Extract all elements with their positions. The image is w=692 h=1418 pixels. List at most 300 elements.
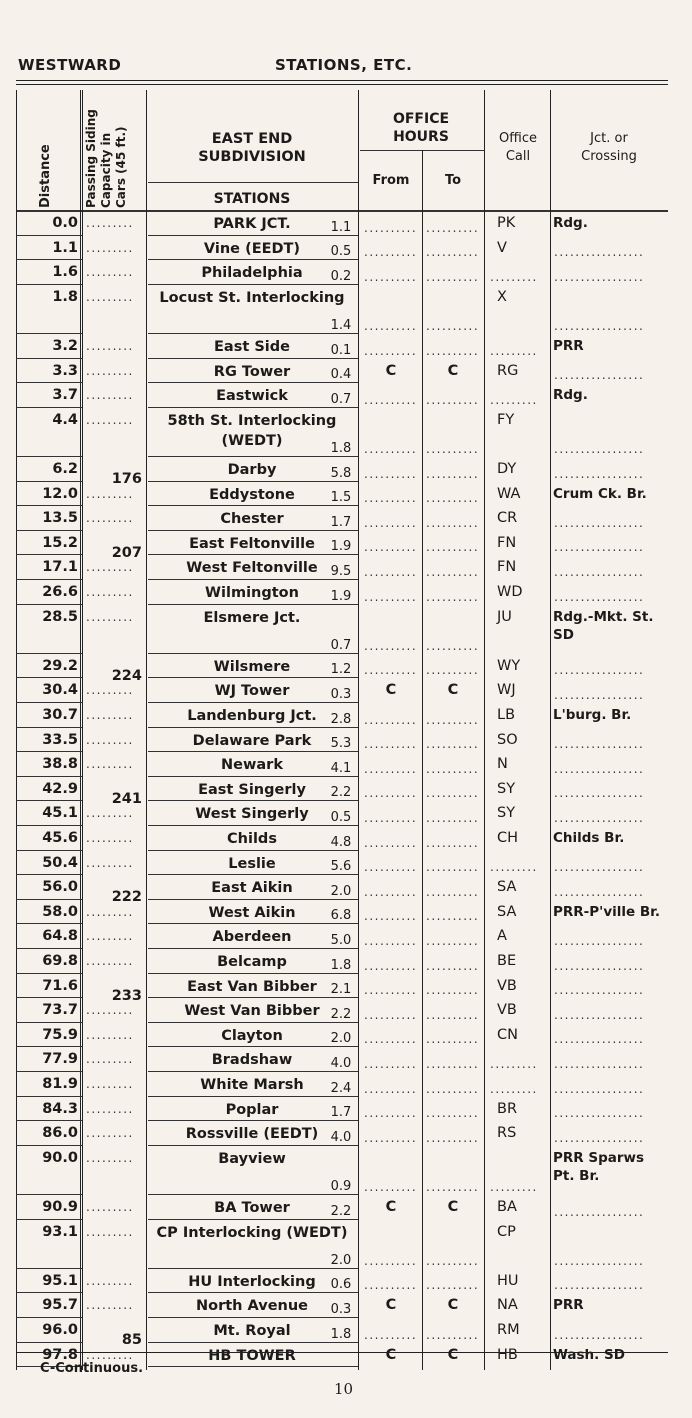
to-dots: .......... <box>426 786 480 801</box>
distance-cell: 29.2 <box>42 657 78 674</box>
row-rule <box>16 284 82 285</box>
station-name: East Singerly <box>198 781 306 798</box>
from-cell: C <box>385 682 397 699</box>
column-divider <box>80 90 81 1370</box>
segment-distance: 2.0 <box>330 883 352 899</box>
to-dots: .......... <box>426 860 480 875</box>
segment-distance: 1.2 <box>330 662 352 678</box>
call-dots: ......... <box>490 1057 538 1071</box>
segment-distance: 0.1 <box>330 342 352 358</box>
row-rule <box>148 751 358 752</box>
jct-dots: ................. <box>554 811 645 825</box>
to-cell: C <box>447 362 459 379</box>
from-dots: .......... <box>364 589 418 604</box>
from-dots: .......... <box>364 1007 418 1022</box>
to-dots: .......... <box>426 1007 480 1022</box>
column-divider <box>16 90 17 1370</box>
distance-cell: 84.3 <box>42 1100 78 1117</box>
distance-cell: 90.0 <box>42 1149 78 1166</box>
office-call: SY <box>497 780 516 797</box>
segment-distance: 0.3 <box>330 1302 352 1317</box>
segment-distance: 0.5 <box>330 244 352 260</box>
siding-dots: ......... <box>86 585 134 599</box>
row-rule <box>148 1145 358 1146</box>
row-rule <box>16 1317 82 1318</box>
jct-dots: ................. <box>554 860 645 875</box>
row-rule <box>148 1120 358 1121</box>
junction: PRR-P'ville Br. <box>553 903 661 920</box>
row-rule <box>16 948 82 949</box>
to-dots: .......... <box>426 811 480 825</box>
from-dots: .......... <box>364 515 418 530</box>
to-dots: .......... <box>426 269 480 284</box>
subdivision-header <box>148 130 356 166</box>
siding-dots: ......... <box>86 339 134 353</box>
jct-dots: ................. <box>554 884 645 899</box>
distance-cell: 73.7 <box>42 1002 78 1019</box>
from-dots: .......... <box>364 442 418 456</box>
from-dots: .......... <box>364 1327 418 1342</box>
junction: PRR Sparws Pt. Br. <box>553 1149 645 1184</box>
segment-distance: 0.4 <box>330 367 352 383</box>
to-dots: .......... <box>426 343 480 358</box>
siding-dots: ......... <box>86 265 134 280</box>
segment-distance: 1.9 <box>330 588 352 604</box>
distance-cell: 3.3 <box>52 362 78 379</box>
row-rule <box>148 530 358 531</box>
to-header: To <box>444 173 462 188</box>
row-rule <box>16 973 82 974</box>
to-dots: .......... <box>426 983 480 998</box>
row-rule <box>148 850 358 851</box>
siding-dots: ......... <box>86 486 134 501</box>
to-dots: .......... <box>426 737 480 752</box>
row-rule <box>16 259 82 260</box>
to-dots: .......... <box>426 589 480 604</box>
station-name: Newark <box>221 757 283 774</box>
row-rule <box>148 1317 358 1318</box>
row-rule <box>148 604 358 605</box>
siding-dots: ......... <box>86 929 134 944</box>
station-name: West Van Bibber <box>184 1003 320 1020</box>
distance-cell: 12.0 <box>42 485 78 502</box>
siding-dots: ......... <box>86 388 134 403</box>
station-name: Elsmere Jct. <box>203 609 301 626</box>
station-name: Philadelphia <box>201 265 303 282</box>
office-call: BA <box>497 1199 517 1215</box>
to-dots: .......... <box>426 442 480 456</box>
row-rule <box>148 1046 358 1047</box>
distance-cell: 3.2 <box>52 338 78 354</box>
office-call: SA <box>497 879 517 896</box>
from-dots: .......... <box>364 1130 418 1145</box>
jct-dots: ................. <box>554 368 645 383</box>
station-name: Delaware Park <box>192 732 312 749</box>
row-rule <box>148 825 358 826</box>
siding-dots: ......... <box>86 1101 134 1116</box>
row-rule <box>148 923 358 924</box>
office-call: V <box>497 239 507 256</box>
row-rule <box>16 1342 82 1343</box>
station-name: North Avenue <box>195 1298 309 1315</box>
from-cell: C <box>385 1199 397 1215</box>
row-rule <box>16 1219 82 1220</box>
row-rule <box>148 1292 358 1293</box>
distance-cell: 69.8 <box>42 953 78 969</box>
segment-distance: 5.0 <box>330 933 352 948</box>
to-dots: .......... <box>426 1253 480 1268</box>
distance-cell: 30.7 <box>42 707 78 723</box>
stations-header: STATIONS <box>213 191 291 207</box>
row-rule <box>148 481 358 482</box>
siding-dots: ......... <box>86 363 134 378</box>
distance-cell: 1.6 <box>52 264 78 281</box>
junction: Crum Ck. Br. <box>553 485 647 502</box>
junction: Wash. SD <box>553 1346 625 1363</box>
row-rule <box>16 456 82 457</box>
jct-dots: ................. <box>554 1204 645 1219</box>
to-dots: .......... <box>426 1032 480 1047</box>
office-call: LB <box>497 707 516 723</box>
distance-cell: 90.9 <box>42 1199 78 1215</box>
row-rule <box>148 997 358 998</box>
from-dots: .......... <box>364 220 418 235</box>
office-call: VB <box>497 1002 517 1019</box>
distance-cell: 42.9 <box>42 780 78 797</box>
segment-distance: 0.7 <box>330 391 352 407</box>
stations-divider <box>148 182 358 183</box>
jct-dots: ................. <box>554 1007 645 1022</box>
row-rule <box>16 923 82 924</box>
to-dots: .......... <box>426 958 480 973</box>
to-dots: .......... <box>426 835 480 850</box>
from-cell: C <box>385 362 397 379</box>
distance-cell: 15.2 <box>42 534 78 551</box>
station-name: Bradshaw <box>211 1052 293 1069</box>
siding-dots: ......... <box>86 216 134 230</box>
segment-distance: 5.8 <box>330 465 352 481</box>
segment-distance: 0.6 <box>330 1277 352 1293</box>
distance-cell: 96.0 <box>42 1322 78 1338</box>
station-name: East Feltonville <box>189 535 315 552</box>
row-rule <box>148 776 358 777</box>
station-name: Mt. Royal <box>213 1323 291 1339</box>
station-name: East Aikin <box>211 880 293 897</box>
segment-distance: 2.2 <box>330 1203 352 1219</box>
station-name: Clayton <box>221 1027 283 1044</box>
siding-dots: ......... <box>86 1126 134 1141</box>
row-rule <box>16 800 82 801</box>
from-dots: .......... <box>364 466 418 481</box>
siding-header-line2: Capacity in <box>99 132 113 208</box>
row-rule <box>148 874 358 875</box>
to-dots: .......... <box>426 884 480 899</box>
to-dots: .......... <box>426 1130 480 1145</box>
segment-distance: 6.8 <box>330 908 352 924</box>
jct-header-line1: Jct. or <box>590 131 628 146</box>
from-dots: .......... <box>364 343 418 358</box>
distance-cell: 13.5 <box>42 510 78 527</box>
footnote: C-Continuous. <box>40 1361 144 1376</box>
station-name: Childs <box>227 831 277 847</box>
station-name: East Side <box>214 339 290 355</box>
row-rule <box>148 800 358 801</box>
station-name: 58th St. Interlocking (WEDT) <box>167 412 337 449</box>
distance-cell: 77.9 <box>42 1051 78 1068</box>
segment-distance: 1.7 <box>330 514 352 530</box>
from-dots: .......... <box>364 1106 418 1121</box>
direction-label: WESTWARD <box>18 56 122 74</box>
column-divider <box>358 90 359 1370</box>
to-cell: C <box>447 1199 459 1215</box>
segment-distance: 1.1 <box>330 219 352 235</box>
to-dots: .......... <box>426 934 480 948</box>
from-dots: .......... <box>364 786 418 801</box>
office-call: CR <box>497 510 518 527</box>
row-rule <box>16 1268 82 1269</box>
jct-dots: ................. <box>554 1032 645 1047</box>
distance-cell: 0.0 <box>52 215 78 231</box>
row-rule <box>148 1342 358 1343</box>
junction: Rdg.-Mkt. St. SD <box>553 608 654 643</box>
row-rule <box>148 259 358 260</box>
distance-cell: 97.8 <box>42 1346 78 1363</box>
distance-cell: 26.6 <box>42 584 78 600</box>
segment-distance: 2.0 <box>330 1252 352 1268</box>
distance-cell: 93.1 <box>42 1223 78 1240</box>
distance-cell: 50.4 <box>42 854 78 871</box>
office-call: FN <box>497 559 517 576</box>
to-dots: .......... <box>426 712 480 727</box>
station-name: PARK JCT. <box>213 216 291 232</box>
station-name: BA Tower <box>214 1200 290 1216</box>
to-dots: .......... <box>426 1327 480 1342</box>
row-rule <box>16 1022 82 1023</box>
jct-header-line2: Crossing <box>581 149 637 164</box>
from-dots: .......... <box>364 934 418 948</box>
to-dots: .......... <box>426 319 480 333</box>
station-name: Belcamp <box>217 954 287 970</box>
office-call: SY <box>497 805 516 822</box>
from-dots: .......... <box>364 663 418 678</box>
siding-dots: ......... <box>86 1150 134 1165</box>
office-call: BR <box>497 1100 518 1117</box>
from-dots: .......... <box>364 712 418 727</box>
segment-distance: 0.7 <box>330 637 352 653</box>
row-rule <box>148 333 358 334</box>
siding-dots: ......... <box>86 1298 134 1313</box>
call-dots: ......... <box>490 1180 538 1194</box>
header-bottom-rule <box>16 210 668 212</box>
row-rule <box>16 727 82 728</box>
office-call: VB <box>497 977 517 994</box>
distance-cell: 1.8 <box>52 288 78 305</box>
to-dots: .......... <box>426 909 480 924</box>
station-name: HU Interlocking <box>188 1273 316 1290</box>
row-rule <box>16 850 82 851</box>
segment-distance: 2.8 <box>330 711 352 727</box>
station-name: Eddystone <box>209 486 295 503</box>
office-call: WA <box>497 485 521 502</box>
distance-cell: 56.0 <box>42 879 78 896</box>
jct-dots: ................. <box>554 737 645 752</box>
siding-dots: ......... <box>86 806 134 821</box>
segment-distance: 2.2 <box>330 1006 352 1022</box>
column-divider <box>422 150 423 1370</box>
junction: Rdg. <box>553 387 588 404</box>
office-call: WY <box>497 657 521 674</box>
row-rule <box>16 1120 82 1121</box>
to-dots: .......... <box>426 491 480 506</box>
from-dots: .......... <box>364 1253 418 1268</box>
segment-distance: 2.2 <box>330 785 352 801</box>
siding-dots: ......... <box>86 511 134 526</box>
segment-distance: 4.1 <box>330 760 352 776</box>
row-rule <box>16 1145 82 1146</box>
office-call: PK <box>497 215 516 231</box>
to-dots: .......... <box>426 1057 480 1071</box>
office-call: NA <box>497 1297 518 1314</box>
office-call: HU <box>497 1272 519 1289</box>
station-name: Bayview <box>218 1150 286 1167</box>
row-rule <box>148 677 358 678</box>
segment-distance: 0.9 <box>330 1179 352 1194</box>
office-call: CN <box>497 1026 518 1043</box>
page-number: 10 <box>334 1380 354 1398</box>
siding-dots: ......... <box>86 1052 134 1067</box>
row-rule <box>16 481 82 482</box>
from-dots: .......... <box>364 811 418 825</box>
to-dots: .......... <box>426 663 480 678</box>
row-rule <box>148 948 358 949</box>
office-call: SA <box>497 903 517 920</box>
distance-cell: 81.9 <box>42 1076 78 1092</box>
office-hours-header <box>360 110 482 146</box>
row-rule <box>16 333 82 334</box>
siding-cell: 233 <box>111 987 142 1004</box>
row-rule <box>148 382 358 383</box>
row-rule <box>16 1292 82 1293</box>
station-name: Darby <box>227 462 277 478</box>
jct-dots: ................. <box>554 958 645 973</box>
station-name: WJ Tower <box>214 683 290 700</box>
row-rule <box>16 825 82 826</box>
office-call-line1: Office <box>499 131 537 146</box>
siding-dots: ......... <box>86 412 134 427</box>
office-call: RS <box>497 1125 517 1142</box>
segment-distance: 1.8 <box>330 441 352 456</box>
jct-dots: ................. <box>554 1057 645 1071</box>
from-dots: .......... <box>364 565 418 579</box>
segment-distance: 5.6 <box>330 859 352 875</box>
row-rule <box>16 702 82 703</box>
bottom-rule <box>16 1352 668 1353</box>
station-name: Poplar <box>225 1101 279 1118</box>
from-dots: .......... <box>364 884 418 899</box>
siding-dots: ......... <box>86 560 134 575</box>
subdivision-line2: SUBDIVISION <box>198 149 306 165</box>
segment-distance: 4.0 <box>330 1129 352 1145</box>
station-name: West Feltonville <box>186 560 318 577</box>
row-rule <box>148 1096 358 1097</box>
segment-distance: 1.4 <box>330 318 352 333</box>
row-rule <box>148 358 358 359</box>
jct-dots: ................. <box>554 442 645 456</box>
segment-distance: 4.8 <box>330 834 352 850</box>
station-name: West Aikin <box>208 904 296 921</box>
segment-distance: 2.1 <box>330 982 352 998</box>
row-rule <box>148 1268 358 1269</box>
row-rule <box>148 727 358 728</box>
jct-dots: ................. <box>554 1278 645 1293</box>
junction: Rdg. <box>553 215 588 231</box>
jct-dots: ................. <box>554 761 645 776</box>
row-rule <box>16 530 82 531</box>
siding-dots: ......... <box>86 1027 134 1042</box>
station-name: RG Tower <box>213 363 291 380</box>
segment-distance: 5.3 <box>330 736 352 752</box>
row-rule <box>16 1194 82 1195</box>
row-rule <box>16 604 82 605</box>
siding-dots: ......... <box>86 1224 134 1239</box>
jct-dots: ................. <box>554 1130 645 1145</box>
row-rule <box>16 554 82 555</box>
to-dots: .......... <box>426 392 480 407</box>
distance-cell: 17.1 <box>42 559 78 576</box>
siding-dots: ......... <box>86 732 134 747</box>
segment-distance: 9.5 <box>330 564 352 579</box>
junction: PRR <box>553 338 584 354</box>
siding-dots: ......... <box>86 1347 134 1362</box>
office-call: HB <box>497 1346 518 1363</box>
siding-cell: 85 <box>121 1332 142 1348</box>
to-dots: .......... <box>426 245 480 260</box>
row-rule <box>148 653 358 654</box>
jct-dots: ................. <box>554 1081 645 1096</box>
siding-dots: ......... <box>86 1273 134 1288</box>
office-call: RM <box>497 1322 520 1338</box>
station-name: Chester <box>220 511 284 528</box>
from-dots: .......... <box>364 245 418 260</box>
jct-dots: ................. <box>554 515 645 530</box>
segment-distance: 2.0 <box>330 1031 352 1047</box>
from-dots: .......... <box>364 269 418 284</box>
junction: PRR <box>553 1297 584 1314</box>
siding-cell: 176 <box>111 471 142 487</box>
to-dots: .......... <box>426 466 480 481</box>
to-dots: .......... <box>426 1081 480 1096</box>
distance-cell: 95.7 <box>42 1297 78 1314</box>
office-call: A <box>497 928 507 945</box>
from-dots: .......... <box>364 860 418 875</box>
office-call: N <box>497 756 508 773</box>
jct-dots: ................. <box>554 565 645 579</box>
office-call: DY <box>497 461 517 477</box>
from-dots: .......... <box>364 392 418 407</box>
distance-cell: 30.4 <box>42 682 78 699</box>
segment-distance: 0.5 <box>330 810 352 825</box>
row-rule <box>16 579 82 580</box>
jct-dots: ................. <box>554 245 645 260</box>
row-rule <box>148 456 358 457</box>
distance-cell: 75.9 <box>42 1026 78 1043</box>
jct-dots: ................. <box>554 688 645 702</box>
station-name: Eastwick <box>216 388 288 405</box>
from-dots: .......... <box>364 319 418 333</box>
office-call: WJ <box>497 682 516 699</box>
jct-dots: ................. <box>554 1106 645 1121</box>
top-rule-2 <box>16 84 668 85</box>
